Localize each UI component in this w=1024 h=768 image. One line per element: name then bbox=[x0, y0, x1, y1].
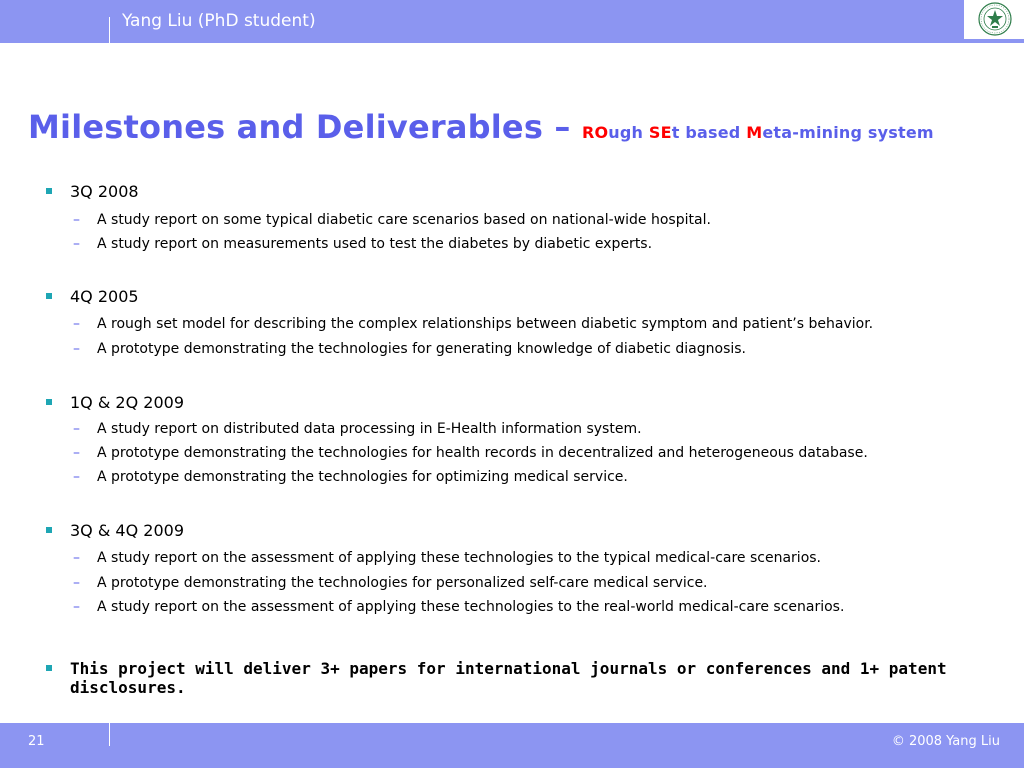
dash-bullet-icon: – bbox=[73, 599, 80, 615]
milestone-heading: 3Q & 4Q 2009 bbox=[70, 521, 184, 540]
dash-bullet-icon: – bbox=[73, 236, 80, 252]
dash-bullet-icon: – bbox=[73, 469, 80, 485]
dash-bullet-icon: – bbox=[73, 341, 80, 357]
milestone-heading: 3Q 2008 bbox=[70, 182, 139, 201]
deliverable-text: A study report on measurements used to test the diabetes by diabetic experts. bbox=[97, 236, 653, 252]
title-subtitle bbox=[582, 123, 934, 142]
copyright-notice: © 2008 Yang Liu bbox=[891, 734, 1000, 749]
title-sub-part: RO bbox=[581, 123, 609, 142]
dash-bullet-icon: – bbox=[73, 445, 80, 461]
page-number: 21 bbox=[28, 734, 45, 749]
slide-title bbox=[28, 108, 934, 146]
footer-bar bbox=[0, 723, 1024, 768]
milestone-heading: 1Q & 2Q 2009 bbox=[70, 393, 184, 412]
university-logo bbox=[964, 0, 1024, 39]
dash-bullet-icon: – bbox=[73, 212, 80, 228]
square-bullet-icon bbox=[46, 665, 52, 671]
dash-bullet-icon: – bbox=[73, 421, 80, 437]
deliverable-text: A study report on the assessment of applying these technologies to the typical medical-care scenarios. bbox=[97, 550, 822, 566]
university-seal-icon bbox=[978, 2, 1012, 36]
title-sub-part: t based bbox=[671, 123, 747, 142]
deliverable-text: A study report on the assessment of applying these technologies to the real-world medical-care scenarios. bbox=[97, 599, 845, 615]
deliverable-text: A study report on some typical diabetic care scenarios based on national-wide hospital. bbox=[97, 212, 711, 228]
square-bullet-icon bbox=[46, 188, 52, 194]
square-bullet-icon bbox=[46, 527, 52, 533]
deliverable-text: A rough set model for describing the complex relationships between diabetic symptom and patient’s behavior. bbox=[97, 316, 874, 332]
summary-text: This project will deliver 3+ papers for international journals or conferences and 1+ patent disclosures. bbox=[70, 659, 947, 697]
deliverable-text: A prototype demonstrating the technologies for health records in decentralized and heterogeneous database. bbox=[97, 445, 868, 461]
title-sub-part: eta-mining system bbox=[762, 123, 934, 142]
dash-bullet-icon: – bbox=[73, 550, 80, 566]
footer-divider bbox=[109, 723, 110, 746]
title-sub-part: ugh bbox=[608, 123, 649, 142]
dash-bullet-icon: – bbox=[73, 575, 80, 591]
header-author: Yang Liu (PhD student) bbox=[122, 11, 316, 31]
title-sub-part: M bbox=[746, 123, 763, 142]
square-bullet-icon bbox=[46, 293, 52, 299]
header-bar bbox=[0, 0, 1024, 43]
title-main: Milestones and Deliverables – bbox=[28, 108, 582, 146]
milestone-heading: 4Q 2005 bbox=[70, 287, 139, 306]
header-divider bbox=[109, 17, 110, 43]
dash-bullet-icon: – bbox=[73, 316, 80, 332]
deliverable-text: A prototype demonstrating the technologies for generating knowledge of diabetic diagnosis. bbox=[97, 341, 746, 357]
deliverable-text: A prototype demonstrating the technologies for optimizing medical service. bbox=[97, 469, 628, 485]
title-sub-part: SE bbox=[648, 123, 672, 142]
square-bullet-icon bbox=[46, 399, 52, 405]
deliverable-text: A prototype demonstrating the technologies for personalized self-care medical service. bbox=[97, 575, 708, 591]
deliverable-text: A study report on distributed data processing in E-Health information system. bbox=[97, 421, 642, 437]
